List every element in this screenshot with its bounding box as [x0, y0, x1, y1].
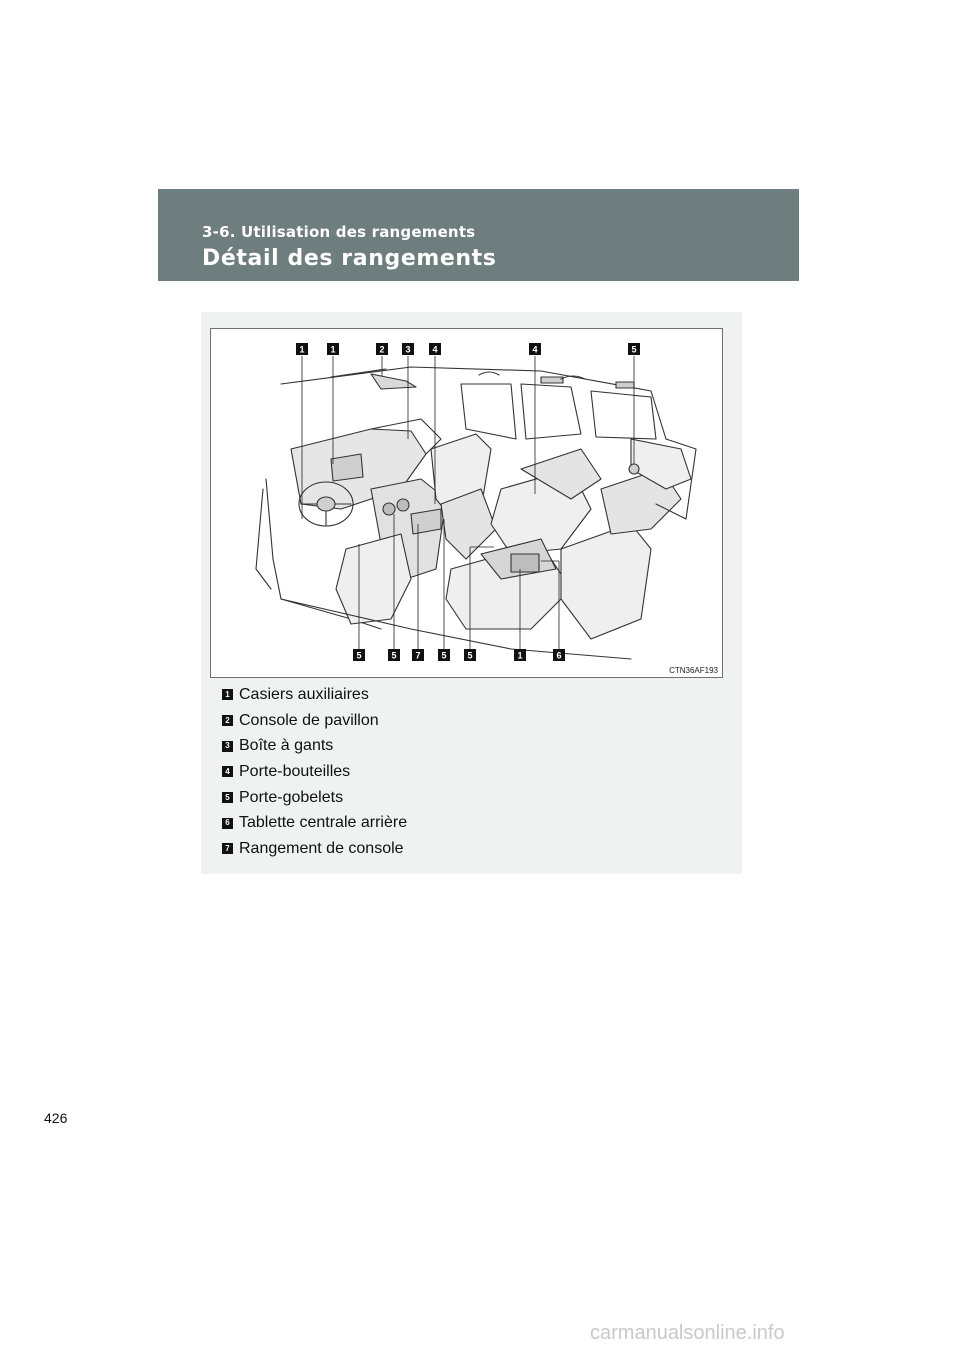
legend-number: 6: [222, 818, 233, 829]
legend-label: Casiers auxiliaires: [239, 685, 369, 703]
callout-top-label: 4: [532, 344, 538, 355]
legend-number: 2: [222, 715, 233, 726]
callout-top-label: 3: [405, 344, 411, 355]
legend-label: Porte-bouteilles: [239, 762, 351, 780]
vehicle-interior-figure: [210, 328, 723, 678]
callout-bottom-label: 7: [415, 650, 421, 661]
callout-bottom-label: 5: [391, 650, 397, 661]
legend-number: 7: [222, 843, 233, 854]
callout-bottom-label: 5: [467, 650, 473, 661]
legend-label: Boîte à gants: [239, 737, 334, 755]
legend-number: 3: [222, 741, 233, 752]
legend-item: [222, 810, 407, 836]
callout-bottom-label: 5: [441, 650, 447, 661]
legend-item: [222, 733, 407, 759]
legend-item: [222, 785, 407, 811]
watermark: carmanualsonline.info: [590, 1322, 785, 1344]
callouts-top: [296, 343, 640, 355]
callout-bottom-label: 5: [356, 650, 362, 661]
callout-bottom-label: 1: [517, 650, 523, 661]
page-number: 426: [44, 1110, 68, 1126]
callout-top-label: 2: [379, 344, 385, 355]
legend-label: Porte-gobelets: [239, 788, 344, 806]
header-band: [158, 189, 799, 281]
callout-top-label: 1: [330, 344, 336, 355]
legend-list: [222, 682, 407, 862]
page-title: Détail des rangements: [202, 246, 497, 271]
legend-item: [222, 708, 407, 734]
callout-top-label: 1: [299, 344, 305, 355]
legend-number: 5: [222, 792, 233, 803]
legend-label: Console de pavillon: [239, 711, 379, 729]
legend-item: [222, 836, 407, 862]
legend-item: [222, 682, 407, 708]
vehicle-interior-illustration: [211, 329, 723, 678]
section-label: 3-6. Utilisation des rangements: [202, 223, 476, 241]
figure-code: CTN36AF193: [669, 666, 718, 675]
callout-top-label: 4: [432, 344, 438, 355]
legend-number: 4: [222, 766, 233, 777]
legend-label: Rangement de console: [239, 839, 404, 857]
callout-top-label: 5: [631, 344, 637, 355]
legend-number: 1: [222, 689, 233, 700]
callout-bottom-label: 6: [556, 650, 562, 661]
legend-label: Tablette centrale arrière: [239, 814, 408, 832]
legend-item: [222, 759, 407, 785]
